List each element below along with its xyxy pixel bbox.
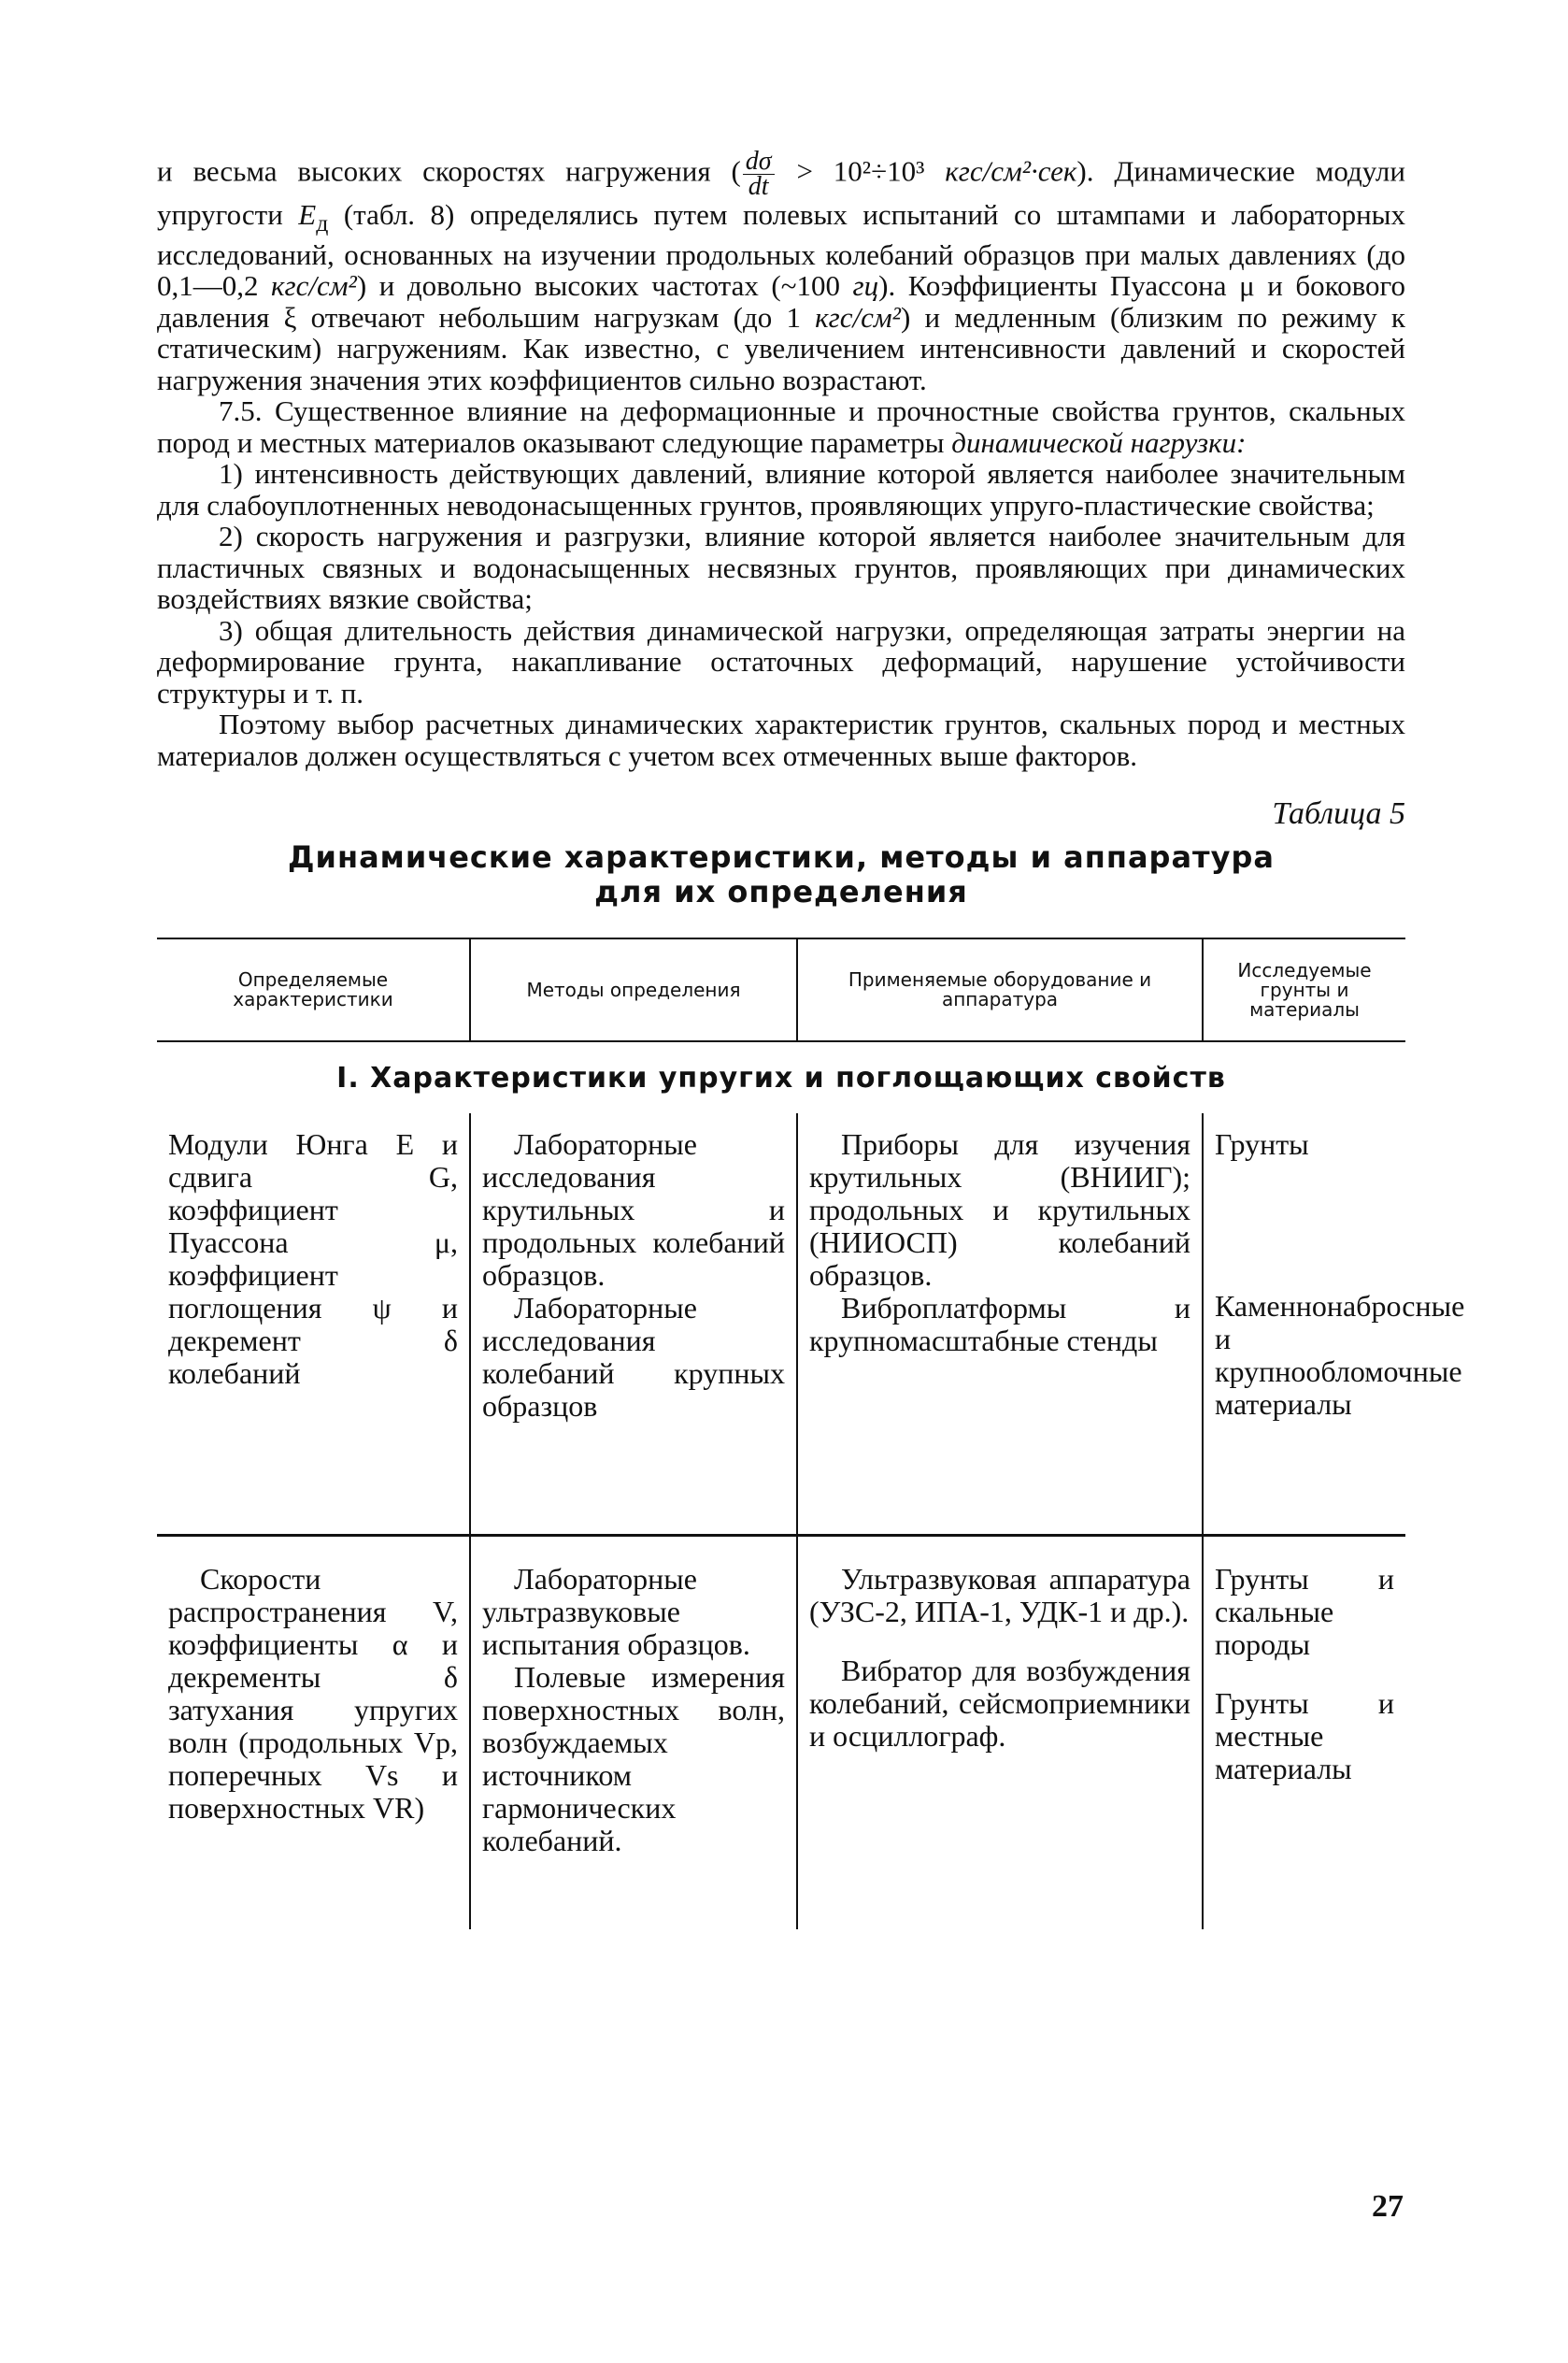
table-cell bbox=[798, 1537, 1204, 1929]
emphasis: динамической нагрузки: bbox=[951, 425, 1247, 459]
text: ) и довольно высоких частотах (~100 bbox=[356, 269, 853, 303]
table-row bbox=[157, 1537, 1405, 1929]
table-cell bbox=[798, 1113, 1204, 1534]
paragraph-2 bbox=[157, 395, 1405, 458]
table-cell bbox=[157, 1537, 471, 1929]
cell-text: Лабораторные ультразвуковые испытания образцов. bbox=[482, 1561, 750, 1661]
cell-text: Лабораторные исследования крутильных и продольных колебаний образцов. bbox=[482, 1127, 785, 1293]
text: ) и медленным (близким по режиму к статическим) нагружениям. Как известно, с увеличением интенсивности давлений и скоростей нагружения значения этих коэффициентов сильно возрастают. bbox=[157, 300, 1405, 396]
list-item-2: 2) скорость нагружения и разгрузки, влияние которой является наиболее значительным для пластичных связных и водонасыщенных несвязных грунтов, проявляющих при динамических воздействиях вязкие свойства; bbox=[157, 520, 1405, 616]
page-content bbox=[157, 147, 1465, 1929]
header-cell: Методы определения bbox=[471, 939, 798, 1040]
text: (табл. 8) определялись путем полевых испытаний со штампами и лабораторных исследований, основанных на изучении продольных колебаний образцов при малых давлениях (до 0,1—0,2 bbox=[157, 198, 1405, 303]
table-header bbox=[157, 938, 1405, 1042]
table-title-line: для их определения bbox=[594, 874, 968, 910]
cell-text: Модули Юнга E и сдвига G, коэффициент Пуассона μ, коэффициент поглощения ψ и декремент δ колебаний bbox=[168, 1127, 458, 1391]
list-item-3: 3) общая длительность действия динамической нагрузки, определяющая затраты энергии на деформирование грунта, накапливание остаточных деформаций, нарушение устойчивости структуры и т. п. bbox=[157, 613, 1405, 709]
unit: гц bbox=[852, 269, 879, 303]
table-number: Таблица 5 bbox=[1272, 796, 1405, 832]
paragraph-3: Поэтому выбор расчетных динамических характеристик грунтов, скальных пород и местных материалов должен осуществляться с учетом всех отмеченных выше факторов. bbox=[157, 708, 1405, 772]
text: > 10²÷10³ bbox=[776, 154, 946, 188]
fraction-numerator: dσ bbox=[743, 150, 775, 175]
text: ). Коэффициенты Пуассона μ и бокового давления ξ отвечают небольшим нагрузкам (до 1 bbox=[157, 269, 1405, 334]
cell-text: Грунты и скальные породы bbox=[1215, 1561, 1394, 1661]
fraction-denominator: dt bbox=[748, 172, 769, 201]
header-cell: Применяемые оборудование и аппаратура bbox=[798, 939, 1204, 1040]
table-cell bbox=[157, 1113, 471, 1534]
text: ). Динамические модули упругости bbox=[157, 154, 1405, 231]
cell-text: Вибратор для возбуждения колебаний, сейсмоприемники и осциллограф. bbox=[809, 1653, 1190, 1753]
cell-text: Полевые измерения поверхностных волн, возбуждаемых источником гармонических колебаний. bbox=[482, 1659, 785, 1857]
table-cell bbox=[1204, 1537, 1405, 1929]
table-title-line: Динамические характеристики, методы и аппаратура bbox=[288, 839, 1275, 876]
unit: кгс/см² bbox=[815, 300, 901, 334]
text: и весьма высоких скоростях нагружения ( bbox=[157, 154, 741, 188]
header-cell: Определяемые характеристики bbox=[157, 939, 471, 1040]
header-cell: Исследуемые грунты и материалы bbox=[1237, 958, 1372, 1021]
symbol: E bbox=[298, 198, 317, 231]
unit: кгс/см² bbox=[271, 269, 357, 303]
list-item-1: 1) интенсивность действующих давлений, влияние которой является наиболее значительным для слабоуплотненных неводонасыщенных грунтов, проявляющих упруго-пластические свойства; bbox=[157, 457, 1405, 522]
cell-text: Скорости распространения V, коэффициенты α и декременты δ затухания упругих волн (продольных Vp, поперечных Vs и поверхностных VR) bbox=[168, 1561, 458, 1825]
unit: кгс/см²·сек bbox=[945, 154, 1077, 188]
table-row bbox=[157, 1113, 1465, 1534]
paragraph-1 bbox=[157, 147, 1405, 396]
cell-text: Ультразвуковая аппаратура (УЗС-2, ИПА-1, УДК-1 и др.). bbox=[809, 1561, 1190, 1628]
cell-text: Каменнонабросные и крупнообломочные материалы bbox=[1215, 1289, 1465, 1422]
cell-text: Лабораторные исследования колебаний крупных образцов bbox=[482, 1291, 785, 1424]
text: 7.5. Существенное влияние на деформационные и прочностные свойства грунтов, скальных пород и местных материалов оказывают следующие параметры bbox=[157, 394, 1405, 459]
cell-text: Грунты и местные материалы bbox=[1215, 1685, 1394, 1785]
table bbox=[157, 938, 1465, 1929]
table-section-heading: I. Характеристики упругих и поглощающих свойств bbox=[336, 1062, 1226, 1096]
cell-text: Приборы для изучения крутильных (ВНИИГ); продольных и крутильных (НИИОСП) колебаний образцов. bbox=[809, 1127, 1190, 1293]
fraction bbox=[743, 147, 775, 201]
table-cell bbox=[471, 1113, 798, 1534]
page-number: 27 bbox=[1372, 2189, 1404, 2224]
cell-text: Виброплатформы и крупномасштабные стенды bbox=[809, 1291, 1190, 1358]
subscript: д bbox=[316, 209, 329, 237]
table-title bbox=[157, 840, 1405, 909]
table-cell bbox=[471, 1537, 798, 1929]
table-cell bbox=[1204, 1113, 1465, 1534]
cell-text: Грунты bbox=[1215, 1127, 1309, 1162]
